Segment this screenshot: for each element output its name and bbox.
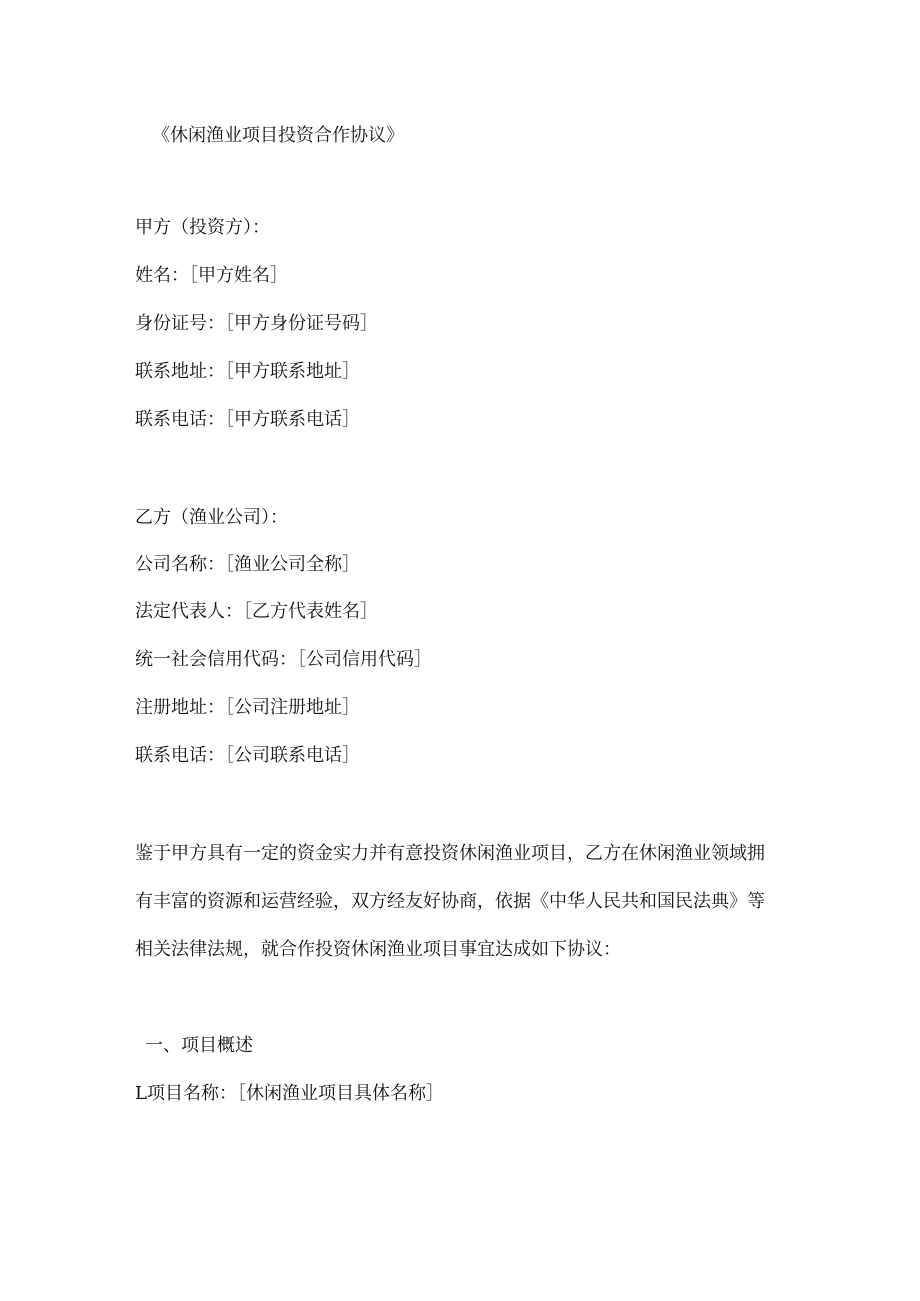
party-b-credit-code: 统一社会信用代码：［公司信用代码］ — [135, 649, 432, 670]
preamble-line: 相关法律法规，就合作投资休闲渔业项目事宜达成如下协议： — [135, 939, 621, 960]
section-1-heading: 一、项目概述 — [145, 1035, 253, 1056]
section-1-item-1: L项目名称：［休闲渔业项目具体名称］ — [135, 1083, 444, 1104]
party-a-name: 姓名：［甲方姓名］ — [135, 265, 288, 286]
preamble-paragraph — [135, 830, 785, 974]
party-a-heading: 甲方（投资方）： — [135, 217, 270, 238]
preamble-line: 有丰富的资源和运营经验，双方经友好协商，依据《中华人民共和国民法典》等 — [135, 891, 765, 912]
party-b-heading: 乙方（渔业公司）： — [135, 507, 288, 528]
party-b-legal-rep: 法定代表人：［乙方代表姓名］ — [135, 601, 378, 622]
document-title: 《休闲渔业项目投资合作协议》 — [152, 125, 404, 146]
party-a-address: 联系地址：［甲方联系地址］ — [135, 361, 360, 382]
party-b-company-name: 公司名称：［渔业公司全称］ — [135, 554, 360, 575]
party-a-id-number: 身份证号：［甲方身份证号码］ — [135, 313, 378, 334]
party-b-reg-address: 注册地址：［公司注册地址］ — [135, 697, 360, 718]
preamble-line: 鉴于甲方具有一定的资金实力并有意投资休闲渔业项目，乙方在休闲渔业领域拥 — [135, 843, 765, 864]
party-a-phone: 联系电话：［甲方联系电话］ — [135, 409, 360, 430]
party-b-phone: 联系电话：［公司联系电话］ — [135, 745, 360, 766]
